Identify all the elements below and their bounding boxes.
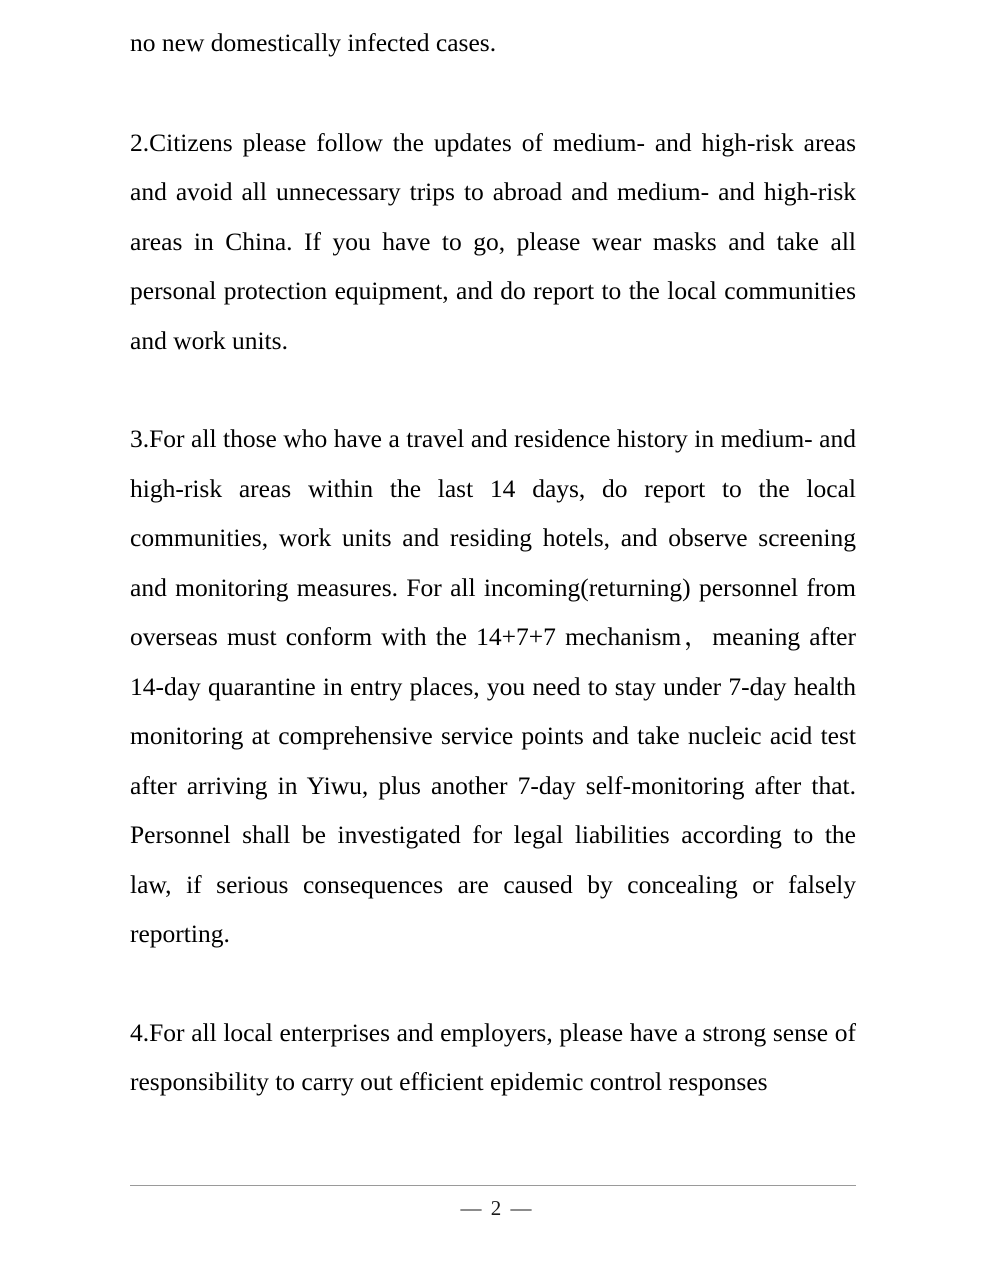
page-footer [0, 1185, 986, 1220]
paragraph-item-4: 4.For all local enterprises and employers, please have a strong sense of responsibility to carry out efficient epidemic control responses [130, 1017, 856, 1096]
document-body [130, 18, 856, 1107]
page-number: — 2 — [460, 1196, 534, 1220]
paragraph-item-2: 2.Citizens please follow the updates of medium- and high-risk areas and avoid all unnecessary trips to abroad and medium- and high-risk areas in China. If you have to go, please wear masks and take all personal protection equipment, and do report to the local communities and work units. [130, 127, 856, 355]
paragraph-spacer [130, 959, 856, 1008]
paragraph-spacer [130, 365, 856, 414]
paragraph-continued-sentence: no new domestically infected cases. [130, 28, 497, 57]
paragraph-spacer [130, 68, 856, 118]
paragraph-item-3: 3.For all those who have a travel and residence history in medium- and high-risk areas within the last 14 days, do report to the local communities, work units and residing hotels, and observe screening and monitoring measures. For all incoming(returning) personnel from overseas must conform with the 14+7+7 mechanism，meaning after 14-day quarantine in entry places, you need to stay under 7-day health monitoring at comprehensive service points and take nucleic acid test after arriving in Yiwu, plus another 7-day self-monitoring after that. Personnel shall be investigated for legal liabilities according to the law, if serious consequences are caused by concealing or falsely reporting. [130, 424, 856, 948]
footer-divider [130, 1185, 856, 1186]
